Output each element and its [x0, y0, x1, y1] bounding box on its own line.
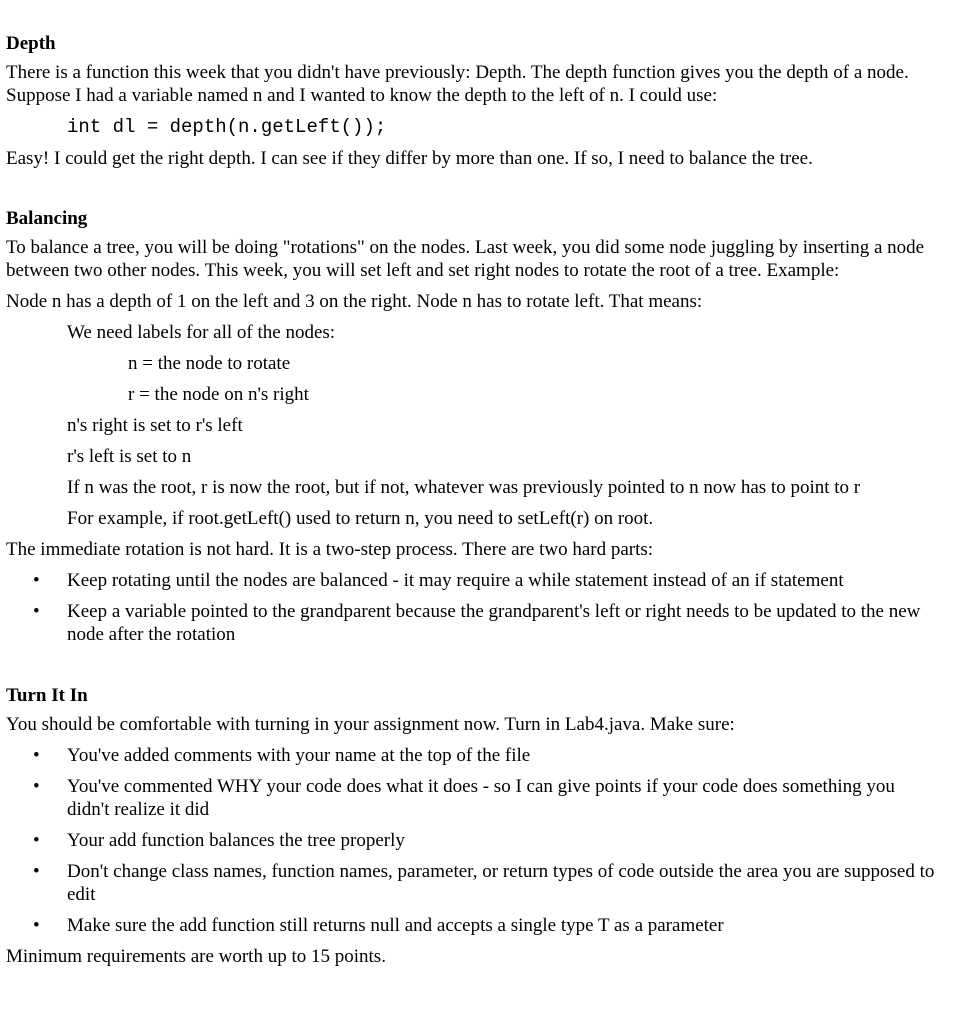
bullet-icon: • — [33, 745, 40, 766]
turnin-intro-paragraph: You should be comfortable with turning in your assignment now. Turn in Lab4.java. Make sure: — [6, 714, 735, 735]
list-item-text: Your add function balances the tree properly — [67, 830, 405, 851]
bullet-icon: • — [33, 915, 40, 936]
depth-code-sample: int dl = depth(n.getLeft()); — [67, 116, 387, 138]
depth-followup-paragraph: Easy! I could get the right depth. I can see if they differ by more than one. If so, I need to balance the tree. — [6, 148, 813, 169]
rotation-step-4: For example, if root.getLeft() used to return n, you need to setLeft(r) on root. — [67, 508, 654, 529]
balancing-intro-paragraph: To balance a tree, you will be doing "rotations" on the nodes. Last week, you did some node juggling by inserting a node between two other nodes. This week, you will set left and set right nodes to rotate the root of a tree. Example: — [6, 237, 925, 281]
depth-heading: Depth — [6, 33, 56, 54]
turnin-heading: Turn It In — [6, 685, 88, 706]
list-item — [6, 829, 936, 852]
balancing-section — [6, 207, 936, 646]
list-item — [6, 775, 936, 821]
balancing-example-paragraph: Node n has a depth of 1 on the left and 3 on the right. Node n has to rotate left. That means: — [6, 291, 703, 312]
balancing-summary-paragraph: The immediate rotation is not hard. It is a two-step process. There are two hard parts: — [6, 539, 654, 560]
list-item-text: Don't change class names, function names, parameter, or return types of code outside the area you are supposed to edit — [67, 861, 935, 905]
list-item-text: Keep a variable pointed to the grandparent because the grandparent's left or right needs to be updated to the new node after the rotation — [67, 601, 921, 645]
list-item — [6, 600, 936, 646]
list-item — [6, 860, 936, 906]
label-n: n = the node to rotate — [128, 353, 291, 374]
hard-parts-list — [6, 569, 936, 646]
list-item — [6, 914, 936, 937]
bullet-icon: • — [33, 830, 40, 851]
labels-intro: We need labels for all of the nodes: — [67, 322, 336, 343]
rotation-step-2: r's left is set to n — [67, 446, 192, 467]
bullet-icon: • — [33, 601, 40, 622]
list-item-text: Make sure the add function still returns null and accepts a single type T as a parameter — [67, 915, 724, 936]
rotation-steps — [6, 321, 936, 530]
balancing-heading: Balancing — [6, 208, 88, 229]
depth-intro-paragraph: There is a function this week that you didn't have previously: Depth. The depth function gives you the depth of a node. Suppose I had a variable named n and I wanted to know the depth to the left of n. I could use: — [6, 62, 909, 106]
list-item-text: Keep rotating until the nodes are balanced - it may require a while statement instead of an if statement — [67, 570, 844, 591]
list-item-text: You've added comments with your name at the top of the file — [67, 745, 531, 766]
list-item — [6, 569, 936, 592]
label-r: r = the node on n's right — [128, 384, 309, 405]
document-page — [6, 30, 936, 968]
depth-section — [6, 32, 936, 170]
list-item — [6, 744, 936, 767]
turnin-checklist — [6, 744, 936, 937]
list-item-text: You've commented WHY your code does what it does - so I can give points if your code does something you didn't realize it did — [67, 776, 895, 820]
bullet-icon: • — [33, 570, 40, 591]
turnin-section — [6, 684, 936, 968]
rotation-step-1: n's right is set to r's left — [67, 415, 243, 436]
bullet-icon: • — [33, 861, 40, 882]
bullet-icon: • — [33, 776, 40, 797]
turnin-closing-paragraph: Minimum requirements are worth up to 15 points. — [6, 946, 386, 967]
rotation-step-3: If n was the root, r is now the root, but if not, whatever was previously pointed to n now has to point to r — [67, 477, 861, 498]
